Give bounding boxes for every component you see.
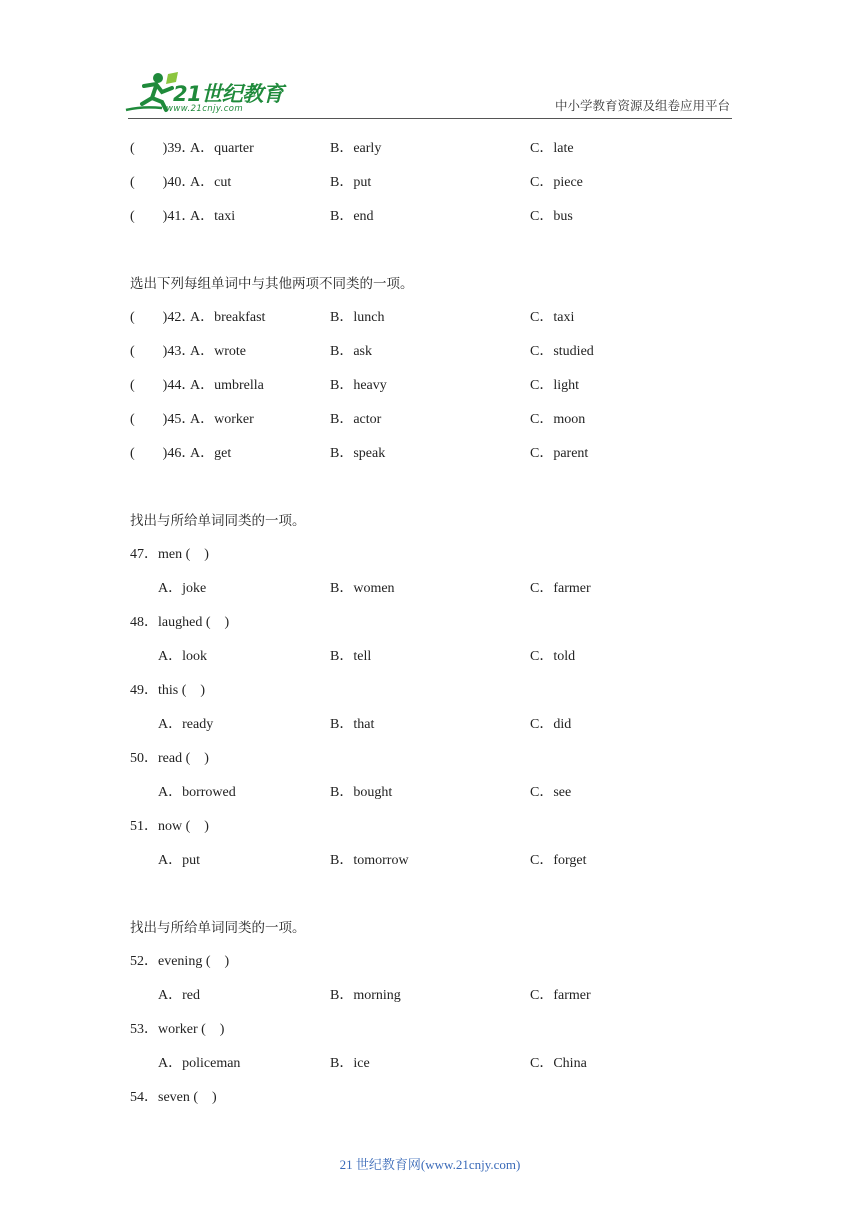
option-c: C．see — [530, 785, 572, 800]
option-c: C．late — [530, 141, 574, 156]
question-stem: 49．this ( ) — [130, 683, 206, 698]
question-row — [130, 132, 730, 166]
option-c: C．farmer — [530, 988, 591, 1003]
question-number: ( )46． — [130, 446, 196, 461]
question-number: ( )44． — [130, 378, 196, 393]
option-a: A．borrowed — [158, 785, 236, 800]
question-row — [130, 166, 730, 200]
logo-text: 21世纪教育 — [173, 82, 284, 106]
option-a: A．cut — [190, 175, 232, 190]
question-number: ( )41． — [130, 209, 196, 224]
option-b: B．actor — [330, 412, 382, 427]
option-a: A．joke — [158, 581, 207, 596]
section-title: 找出与所给单词同类的一项。 — [130, 513, 306, 529]
question-row — [130, 335, 730, 369]
option-a: A．worker — [190, 412, 254, 427]
option-a: A．breakfast — [190, 310, 266, 325]
question-row — [130, 369, 730, 403]
option-c: C．moon — [530, 412, 586, 427]
option-a: A．policeman — [158, 1056, 241, 1071]
option-b: B．end — [330, 209, 374, 224]
option-a: A．umbrella — [190, 378, 264, 393]
question-number: ( )43． — [130, 344, 196, 359]
question-row — [130, 403, 730, 437]
option-c: C．parent — [530, 446, 589, 461]
option-c: C．farmer — [530, 581, 591, 596]
option-b: B．heavy — [330, 378, 387, 393]
options-row — [130, 979, 730, 1013]
option-b: B．speak — [330, 446, 386, 461]
option-c: C．forget — [530, 853, 587, 868]
option-c: C．light — [530, 378, 580, 393]
option-b: B．early — [330, 141, 382, 156]
options-row — [130, 844, 730, 878]
page-header — [0, 0, 860, 130]
question-number: ( )45． — [130, 412, 196, 427]
option-b: B．ask — [330, 344, 372, 359]
option-a: A．look — [158, 649, 207, 664]
options-row — [130, 572, 730, 606]
question-stem: 50．read ( ) — [130, 751, 209, 766]
option-b: B．women — [330, 581, 395, 596]
option-b: B．lunch — [330, 310, 385, 325]
section-title: 找出与所给单词同类的一项。 — [130, 920, 306, 936]
question-stem: 47．men ( ) — [130, 547, 209, 562]
question-row — [130, 301, 730, 335]
option-a: A．wrote — [190, 344, 246, 359]
header-divider — [128, 118, 732, 119]
option-a: A．ready — [158, 717, 214, 732]
option-a: A．get — [190, 446, 232, 461]
option-a: A．put — [158, 853, 200, 868]
question-stem: 51．now ( ) — [130, 819, 209, 834]
option-c: C．told — [530, 649, 576, 664]
option-b: B．ice — [330, 1056, 370, 1071]
question-stem: 53．worker ( ) — [130, 1022, 225, 1037]
option-c: C．studied — [530, 344, 594, 359]
options-row — [130, 1047, 730, 1081]
option-c: C．did — [530, 717, 572, 732]
question-stem: 54．seven ( ) — [130, 1090, 217, 1105]
option-b: B．tell — [330, 649, 372, 664]
option-c: C．piece — [530, 175, 583, 190]
options-row — [130, 708, 730, 742]
header-brand-text: 中小学教育资源及组卷应用平台 — [554, 98, 730, 113]
question-stem: 48．laughed ( ) — [130, 615, 230, 630]
option-a: A．taxi — [190, 209, 236, 224]
option-a: A．red — [158, 988, 200, 1003]
option-b: B．morning — [330, 988, 401, 1003]
option-a: A．quarter — [190, 141, 254, 156]
options-row — [130, 776, 730, 810]
question-number: ( )40． — [130, 175, 196, 190]
option-c: C．bus — [530, 209, 573, 224]
worksheet-content — [130, 132, 730, 1115]
option-b: B．that — [330, 717, 375, 732]
option-c: C．taxi — [530, 310, 575, 325]
options-row — [130, 640, 730, 674]
page-footer: 21 世纪教育网(www.21cnjy.com) — [339, 1157, 521, 1172]
question-stem: 52．evening ( ) — [130, 954, 230, 969]
option-b: B．bought — [330, 785, 393, 800]
option-b: B．tomorrow — [330, 853, 409, 868]
question-number: ( )39． — [130, 141, 196, 156]
question-row — [130, 200, 730, 234]
logo-url: www.21cnjy.com — [166, 104, 244, 114]
question-row — [130, 437, 730, 471]
question-number: ( )42． — [130, 310, 196, 325]
option-b: B．put — [330, 175, 372, 190]
option-c: C．China — [530, 1056, 587, 1071]
section-title: 选出下列每组单词中与其他两项不同类的一项。 — [130, 276, 414, 292]
